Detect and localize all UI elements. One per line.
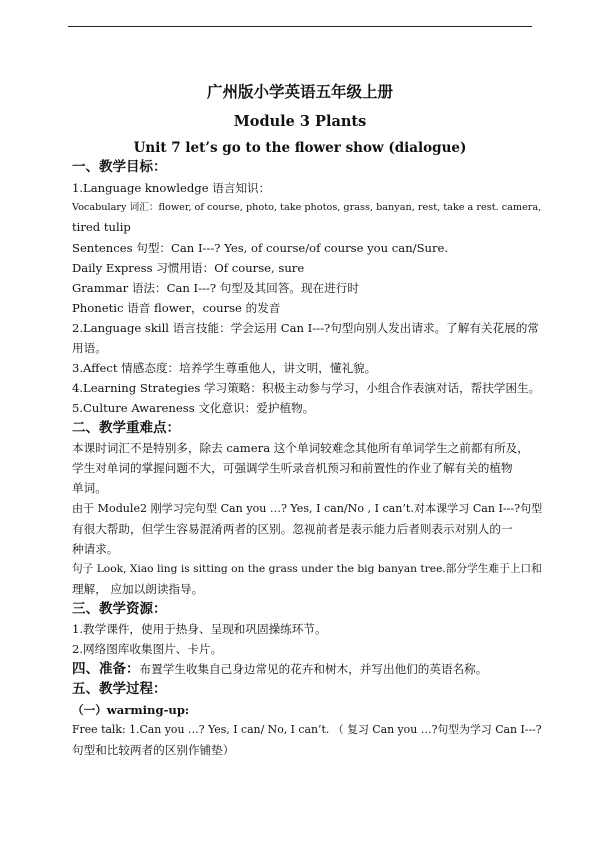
- text-line: 1.Language knowledge 语言知识：: [72, 181, 271, 195]
- text-line: 1.教学课件，使用于热身、呈现和巩固操练环节。: [72, 622, 327, 636]
- text-line: 2.Language skill 语言技能：学会运用 Can I---?句型向别人发出请求。了解有关花展的常: [72, 321, 539, 335]
- text-line: 5.Culture Awareness 文化意识：爱护植物。: [72, 401, 315, 415]
- section-4-line: [72, 662, 540, 676]
- text-line: Vocabulary 词汇：flower, of course, photo, take photos, grass, banyan, rest, take a rest. camera,: [72, 202, 542, 213]
- text-line: 种请求。: [72, 542, 119, 556]
- text-line: Phonetic 语音 flower，course 的发音: [72, 301, 281, 315]
- section-5-heading: 五、教学过程：: [72, 681, 167, 697]
- text-line: 3.Affect 情感态度：培养学生尊重他人，讲文明，懂礼貌。: [72, 361, 377, 375]
- module-title: Module 3 Plants: [233, 113, 367, 130]
- text-line: 本课时词汇不是特别多，除去 camera 这个单词较难念其他所有单词学生之前都有所及，: [72, 441, 529, 455]
- unit-title: Unit 7 let’s go to the flower show (dialogue): [133, 140, 467, 156]
- section-3-heading: 三、教学资源：: [72, 601, 167, 617]
- text-line: 有很大帮助，但学生容易混淆两者的区别。忽视前者是表示能力后者则表示对别人的一: [72, 522, 513, 536]
- text-line: 由于 Module2 刚学习完句型 Can you …? Yes, I can/No , I can’t.对本课学习 Can I---?句型: [72, 502, 543, 515]
- text-line: 句型和比较两者的区别作铺垫）: [72, 743, 235, 757]
- text-line: Free talk: 1.Can you …? Yes, I can/ No, I can’t. （ 复习 Can you …?句型为学习 Can I---?: [72, 723, 542, 736]
- section-2-heading: 二、教学重难点：: [72, 420, 180, 436]
- subsection-heading: （一）warming-up:: [72, 703, 190, 717]
- text-line: 理解， 应加以朗读指导。: [72, 582, 204, 596]
- text-line: 用语。: [72, 341, 107, 355]
- text-line: 句子 Look, Xiao ling is sitting on the grass under the big banyan tree.部分学生难于上口和: [72, 562, 542, 575]
- text-line: 4.Learning Strategies 学习策略：积极主动参与学习，小组合作表演对话，帮扶学困生。: [72, 381, 541, 395]
- text-line: 学生对单词的掌握问题不大，可强调学生听录音机预习和前置性的作业了解有关的植物: [72, 461, 513, 475]
- section-4-heading: 四、准备：: [72, 661, 140, 677]
- page-title: 广州版小学英语五年级上册: [206, 82, 393, 101]
- text-line: Sentences 句型：Can I---? Yes, of course/of course you can/Sure.: [72, 241, 449, 255]
- text-line: tired tulip: [72, 220, 131, 234]
- section-1-heading: 一、教学目标：: [72, 159, 167, 175]
- text-line: Daily Express 习惯用语：Of course, sure: [72, 261, 305, 275]
- text-line: Grammar 语法：Can I---? 句型及其回答。现在进行时: [72, 281, 359, 295]
- top-rule: [68, 26, 532, 27]
- text-line: 2.网络图库收集图片、卡片。: [72, 642, 223, 656]
- text-line: 单词。: [72, 481, 107, 495]
- section-4-text: 布置学生收集自己身边常见的花卉和树木，并写出他们的英语名称。: [139, 662, 488, 676]
